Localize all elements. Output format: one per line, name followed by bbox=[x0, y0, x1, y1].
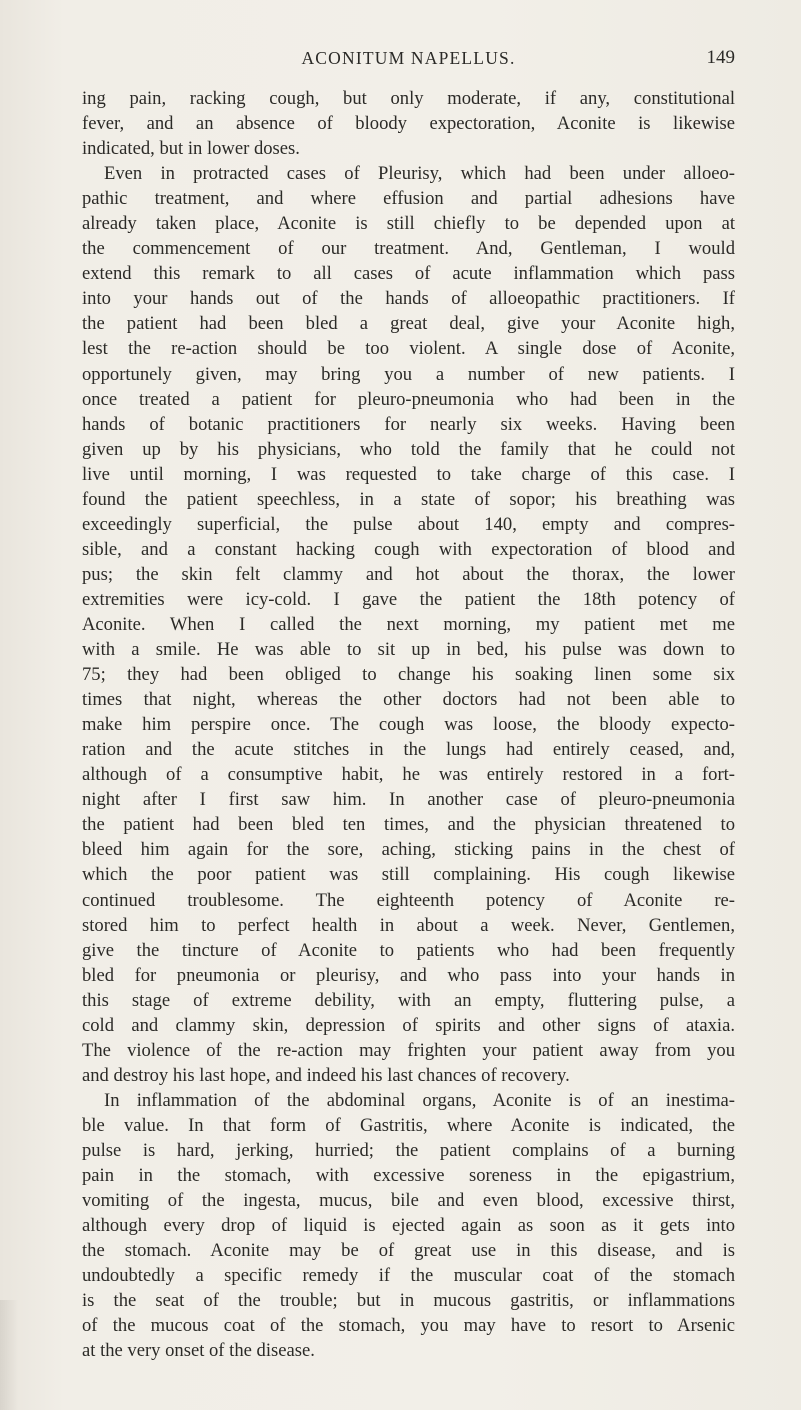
text-line: which the poor patient was still complaining. His cough likewise bbox=[82, 864, 735, 886]
text-line: once treated a patient for pleuro-pneumonia who had been in the bbox=[82, 388, 735, 410]
text-line: hands of botanic practitioners for nearly six weeks. Having been bbox=[82, 413, 735, 435]
text-line: Even in protracted cases of Pleurisy, which had been under alloeo- bbox=[104, 163, 735, 185]
text-line: sible, and a constant hacking cough with expectoration of blood and bbox=[82, 538, 735, 560]
text-line: this stage of extreme debility, with an empty, fluttering pulse, a bbox=[82, 989, 735, 1011]
text-line: In inflammation of the abdominal organs, Aconite is of an inestima- bbox=[104, 1089, 735, 1111]
running-head bbox=[82, 48, 735, 74]
text-line: at the very onset of the disease. bbox=[82, 1340, 315, 1362]
text-line: give the tincture of Aconite to patients who had been frequently bbox=[82, 939, 735, 961]
text-line: found the patient speechless, in a state of sopor; his breathing was bbox=[82, 488, 735, 510]
text-line: 75; they had been obliged to change his soaking linen some six bbox=[82, 664, 735, 686]
text-line: pulse is hard, jerking, hurried; the patient complains of a burning bbox=[82, 1139, 735, 1161]
text-line: exceedingly superficial, the pulse about 140, empty and compres- bbox=[82, 513, 735, 535]
text-line: cold and clammy skin, depression of spirits and other signs of ataxia. bbox=[82, 1014, 735, 1036]
text-line: ration and the acute stitches in the lungs had entirely ceased, and, bbox=[82, 739, 735, 761]
text-line: although every drop of liquid is ejected again as soon as it gets into bbox=[82, 1215, 735, 1237]
text-line: extremities were icy-cold. I gave the patient the 18th potency of bbox=[82, 588, 735, 610]
text-line: with a smile. He was able to sit up in bed, his pulse was down to bbox=[82, 639, 735, 661]
text-line: pathic treatment, and where effusion and partial adhesions have bbox=[82, 188, 735, 210]
text-line: ing pain, racking cough, but only moderate, if any, constitutional bbox=[82, 88, 735, 109]
text-line: bled for pneumonia or pleurisy, and who pass into your hands in bbox=[82, 964, 735, 986]
page-edge-shadow bbox=[0, 1300, 18, 1410]
text-line: bleed him again for the sore, aching, sticking pains in the chest of bbox=[82, 839, 735, 861]
text-line: stored him to perfect health in about a week. Never, Gentlemen, bbox=[82, 914, 735, 936]
text-line: live until morning, I was requested to take charge of this case. I bbox=[82, 463, 735, 485]
text-line: make him perspire once. The cough was loose, the bloody expecto- bbox=[82, 714, 735, 736]
text-line: night after I first saw him. In another case of pleuro-pneumonia bbox=[82, 789, 735, 811]
text-line: and destroy his last hope, and indeed his last chances of recovery. bbox=[82, 1064, 570, 1086]
text-line: continued troublesome. The eighteenth potency of Aconite re- bbox=[82, 889, 735, 911]
text-line: the patient had been bled ten times, and the physician threatened to bbox=[82, 814, 735, 836]
text-line: times that night, whereas the other doctors had not been able to bbox=[82, 689, 735, 711]
running-title: ACONITUM NAPELLUS. bbox=[301, 48, 516, 68]
text-line: the stomach. Aconite may be of great use in this disease, and is bbox=[82, 1240, 735, 1262]
text-line: pus; the skin felt clammy and hot about the thorax, the lower bbox=[82, 563, 735, 585]
text-line: Aconite. When I called the next morning, my patient met me bbox=[82, 613, 735, 635]
text-line: lest the re-action should be too violent. A single dose of Aconite, bbox=[82, 338, 735, 360]
page-number: 149 bbox=[706, 47, 735, 68]
text-line: into your hands out of the hands of alloeopathic practitioners. If bbox=[82, 288, 735, 310]
text-line: ble value. In that form of Gastritis, where Aconite is indicated, the bbox=[82, 1114, 735, 1136]
text-line: The violence of the re-action may frighten your patient away from you bbox=[82, 1039, 735, 1061]
text-line: opportunely given, may bring you a number of new patients. I bbox=[82, 363, 735, 385]
text-line: indicated, but in lower doses. bbox=[82, 138, 300, 160]
text-line: is the seat of the trouble; but in mucous gastritis, or inflammations bbox=[82, 1290, 735, 1312]
text-line: vomiting of the ingesta, mucus, bile and even blood, excessive thirst, bbox=[82, 1190, 735, 1212]
text-line: already taken place, Aconite is still chiefly to be depended upon at bbox=[82, 213, 735, 235]
text-line: the commencement of our treatment. And, Gentleman, I would bbox=[82, 238, 735, 260]
text-line: extend this remark to all cases of acute inflammation which pass bbox=[82, 263, 735, 285]
text-line: given up by his physicians, who told the family that he could not bbox=[82, 438, 735, 460]
text-line: of the mucous coat of the stomach, you may have to resort to Arsenic bbox=[82, 1315, 735, 1337]
text-line: undoubtedly a specific remedy if the muscular coat of the stomach bbox=[82, 1265, 735, 1287]
text-line: although of a consumptive habit, he was entirely restored in a fort- bbox=[82, 764, 735, 786]
text-line: fever, and an absence of bloody expectoration, Aconite is likewise bbox=[82, 113, 735, 135]
body-text bbox=[82, 86, 735, 1363]
text-line: the patient had been bled a great deal, give your Aconite high, bbox=[82, 313, 735, 335]
text-line: pain in the stomach, with excessive soreness in the epigastrium, bbox=[82, 1165, 735, 1187]
